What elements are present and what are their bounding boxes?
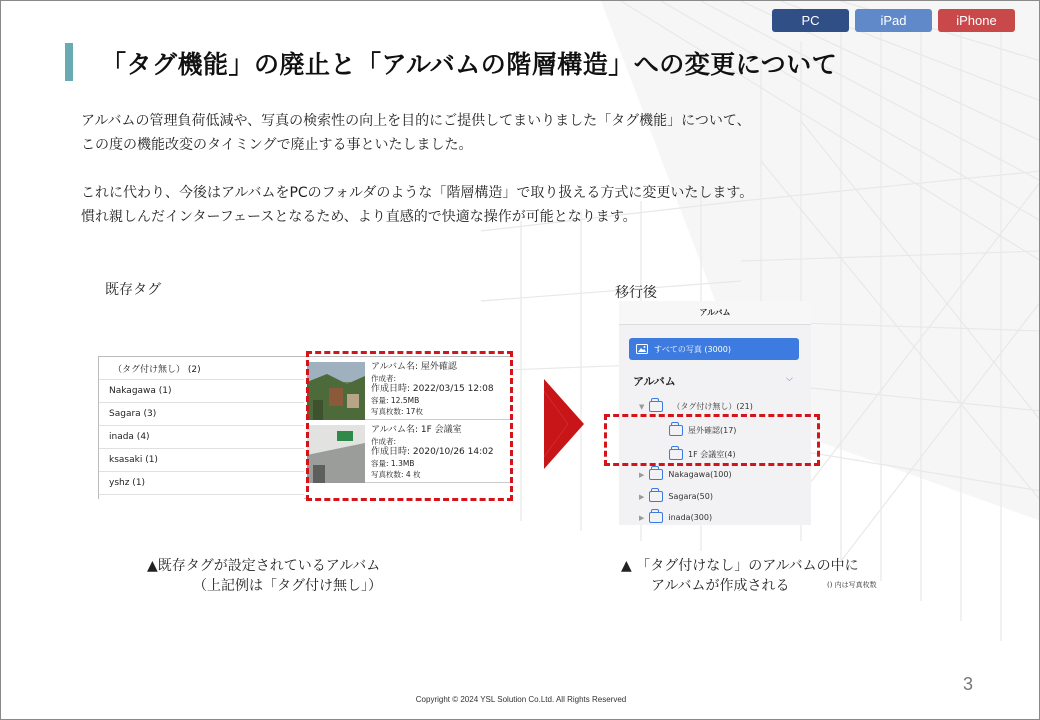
tag-list xyxy=(99,357,304,500)
album-size: 容量: 1.3MB xyxy=(371,459,415,468)
album-tree-label: 屋外確認(17) xyxy=(688,426,737,435)
folder-icon xyxy=(649,491,663,502)
change-paragraph xyxy=(81,181,753,229)
copyright: Copyright © 2024 YSL Solution Co.Ltd. All Rights Reserved xyxy=(415,695,627,704)
left-caption-line-2: （上記例は「タグ付け無し」） xyxy=(193,578,382,594)
app-header: アルバム xyxy=(619,301,811,325)
expanded-triangle-icon: ▼ xyxy=(639,402,645,411)
album-tree-label: inada(300) xyxy=(668,513,713,522)
right-caption-line-1: ▲ 「タグ付けなし」のアルバムの中に xyxy=(621,558,859,574)
album-date: 作成日時: 2020/10/26 14:02 xyxy=(371,447,494,457)
highlight-box-albums xyxy=(306,351,513,501)
device-tabs xyxy=(772,9,1015,32)
album-creator: 作成者: xyxy=(371,374,397,383)
tag-list-item[interactable]: Nakagawa (1) xyxy=(99,380,304,403)
highlight-box-subalbums xyxy=(604,414,820,466)
photo-icon xyxy=(636,344,648,354)
tag-list-item[interactable]: （タグ付け無し） (2) xyxy=(99,357,304,380)
title-accent-bar xyxy=(65,43,73,81)
album-tree-row[interactable] xyxy=(639,401,753,412)
album-count: 写真枚数: 4 枚 xyxy=(371,470,421,479)
change-line-1: これに代わり、今後はアルバムをPCのフォルダのような「階層構造」で取り扱える方式に変更いたします。 xyxy=(81,185,754,201)
album-date: 作成日時: 2022/03/15 12:08 xyxy=(371,384,494,394)
album-tree-label: Sagara(50) xyxy=(668,492,713,501)
folder-icon xyxy=(649,401,663,412)
intro-line-2: この度の機能改変のタイミングで廃止する事といたしました。 xyxy=(81,137,473,153)
collapsed-triangle-icon: ▶ xyxy=(639,513,645,522)
after-migration-label: 移行後 xyxy=(615,285,657,301)
album-tree-row[interactable] xyxy=(639,512,712,523)
album-tree-label: 1F 会議室(4) xyxy=(688,450,736,459)
tag-list-item[interactable]: ksasaki (1) xyxy=(99,449,304,472)
change-line-2: 慣れ親しんだインターフェースとなるため、より直感的で快適な操作が可能となります。 xyxy=(81,209,637,225)
all-photos-button[interactable] xyxy=(629,338,799,360)
existing-tag-label: 既存タグ xyxy=(105,282,161,298)
page-title: 「タグ機能」の廃止と「アルバムの階層構造」への変更について xyxy=(101,50,838,79)
right-caption-line-2: アルバムが作成される xyxy=(651,578,790,594)
album-count: 写真枚数: 17枚 xyxy=(371,407,423,416)
collapsed-triangle-icon: ▶ xyxy=(639,492,645,501)
tag-list-item[interactable]: inada (4) xyxy=(99,426,304,449)
all-photos-label: すべての写真 (3000) xyxy=(654,344,731,354)
album-tree-row[interactable] xyxy=(639,469,732,480)
device-tab-iphone[interactable]: iPhone xyxy=(938,9,1015,32)
album-tree-row[interactable] xyxy=(639,491,713,502)
folder-icon xyxy=(649,469,663,480)
album-section-title: アルバム xyxy=(633,375,676,388)
collapsed-triangle-icon: ▶ xyxy=(639,470,645,479)
arrow-right-icon xyxy=(544,379,584,469)
chevron-down-icon[interactable]: ⌵ xyxy=(786,374,793,384)
device-tab-pc[interactable]: PC xyxy=(772,9,849,32)
left-caption-line-1: ▲既存タグが設定されているアルバム xyxy=(147,558,381,574)
folder-icon xyxy=(649,512,663,523)
photo-count-note: () 内は写真枚数 xyxy=(827,581,877,589)
tag-list-item[interactable]: yshz (1) xyxy=(99,472,304,495)
page-number: 3 xyxy=(963,674,974,694)
tag-list-item[interactable]: Sagara (3) xyxy=(99,403,304,426)
album-name: アルバム名: 屋外確認 xyxy=(371,362,457,372)
intro-paragraph xyxy=(81,109,751,157)
after-migration-screenshot xyxy=(619,301,811,525)
album-tree-label: Nakagawa(100) xyxy=(668,470,732,479)
album-name: アルバム名: 1F 会議室 xyxy=(371,425,462,435)
album-creator: 作成者: xyxy=(371,437,397,446)
album-tree-label: （タグ付け無し）(21) xyxy=(672,402,753,411)
intro-line-1: アルバムの管理負荷低減や、写真の検索性の向上を目的にご提供してまいりました「タグ機能」について、 xyxy=(81,113,751,129)
device-tab-ipad[interactable]: iPad xyxy=(855,9,932,32)
album-size: 容量: 12.5MB xyxy=(371,396,420,405)
